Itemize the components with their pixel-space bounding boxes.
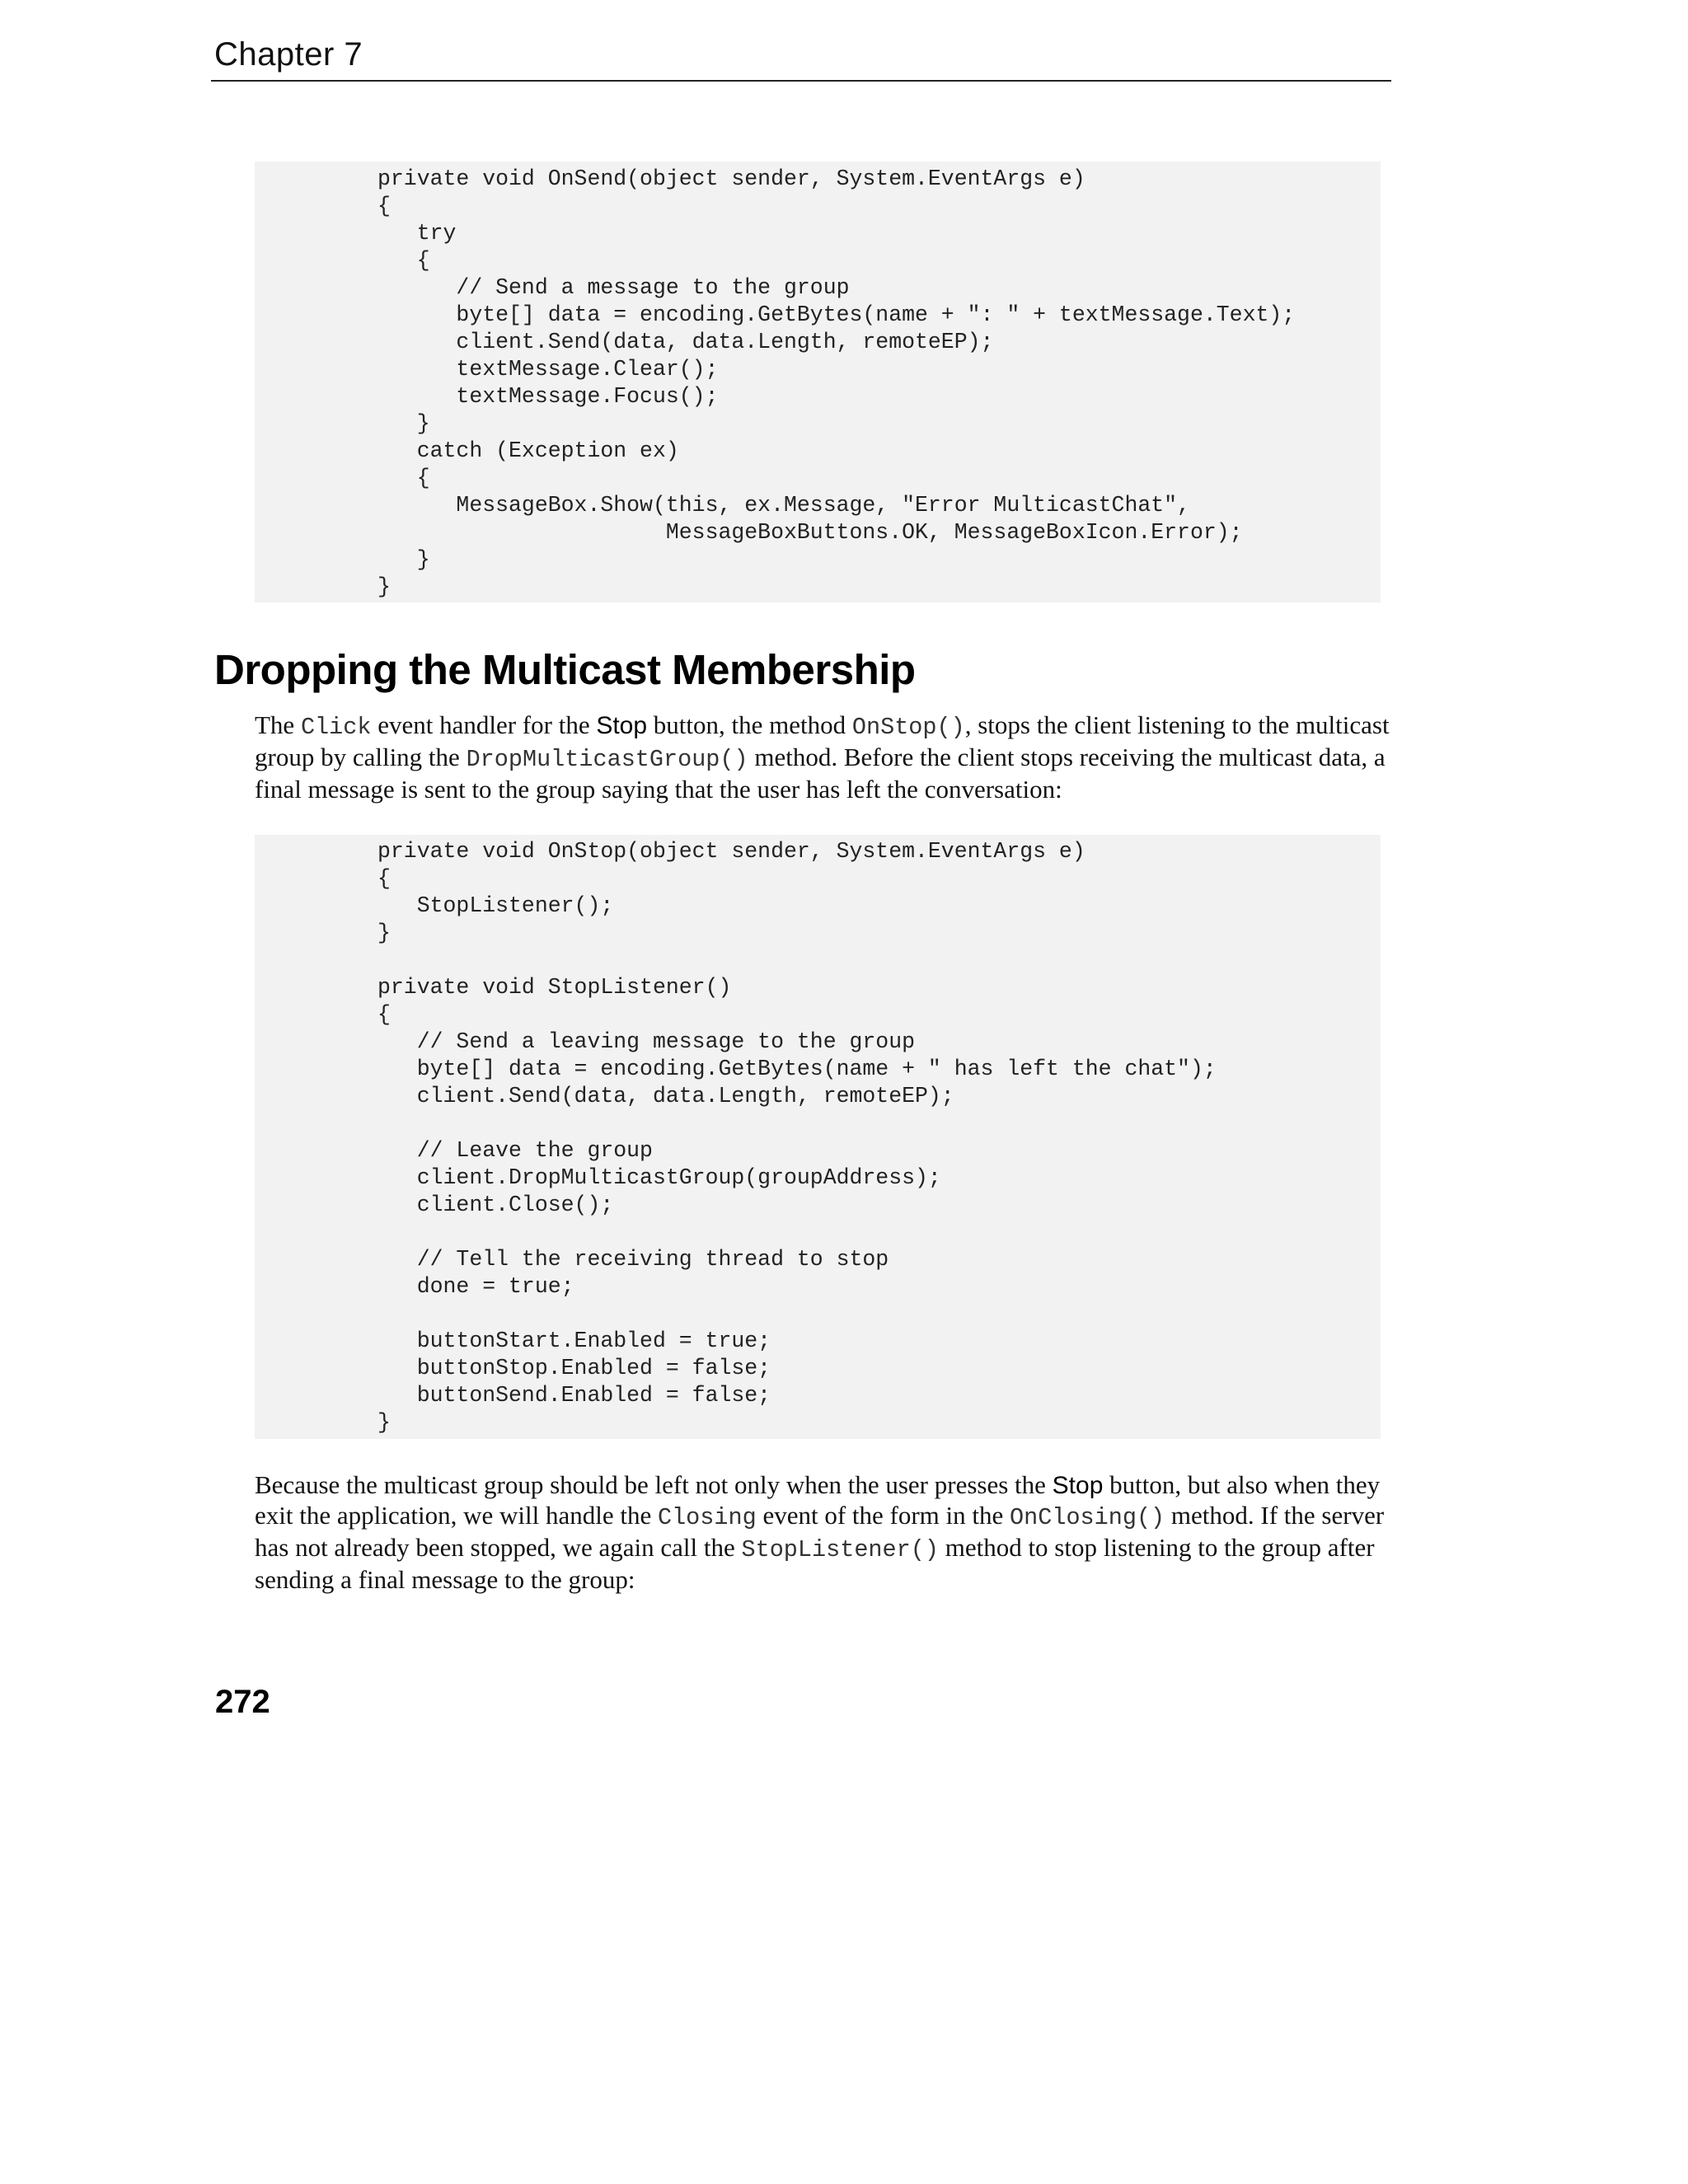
inline-code: OnStop() (851, 714, 965, 741)
inline-code: StopListener() (741, 1536, 939, 1563)
ui-term: Stop (596, 712, 648, 739)
body-paragraph (255, 710, 1404, 804)
body-paragraph (255, 1470, 1404, 1595)
text-run: Because the multicast group should be left not only when the user presses the (255, 1470, 1053, 1499)
text-run: event handler for the (371, 710, 597, 739)
inline-code: Closing (657, 1504, 757, 1531)
running-head: Chapter 7 (214, 36, 363, 73)
code-listing: private void OnSend(object sender, System.EventArgs e) { try { // Send a message to the group byte[] data = encoding.GetBytes(name + ": " + textMessage.Text); client.Send(data, data.Length, remoteEP); textMessage.Clear(); textMessage.Focus(); } catch (Exception ex) { MessageBox.Show(this, ex.Message, "Error MulticastChat", MessageBoxButtons.OK, MessageBoxIcon.Error); } } (377, 166, 1296, 599)
text-run: method. Before the client stops receiving the multicast data, a final message is sent to the group saying that the user has left the conversation: (255, 743, 1386, 804)
inline-code: DropMulticastGroup() (466, 746, 748, 773)
text-run: event of the form in the (756, 1501, 1010, 1530)
header-rule (211, 80, 1391, 82)
code-block-onsend (255, 162, 1381, 602)
ui-term: Stop (1052, 1472, 1104, 1499)
text-run: The (255, 710, 301, 739)
text-run: method to stop listening to the group after sending a final message to the group: (255, 1533, 1375, 1594)
text-run: , stops the client listening to the multicast group by calling the (255, 710, 1390, 771)
text-run: button, but also when they exit the application, we will handle the (255, 1470, 1381, 1530)
code-listing: private void OnStop(object sender, System.EventArgs e) { StopListener(); } private void StopListener() { // Send a leaving message to the group byte[] data = encoding.GetBytes(name + " has left the chat"); client.Send(data, data.Length, remoteEP); // Leave the group client.DropMulticastGroup(groupAddress); client.Close(); // Tell the receiving thread to stop done = true; buttonStart.Enabled = true; buttonStop.Enabled = false; buttonSend.Enabled = false; } (377, 839, 1217, 1435)
code-block-onstop (255, 835, 1381, 1439)
inline-code: OnClosing() (1010, 1504, 1165, 1531)
page-number: 272 (215, 1684, 270, 1720)
text-run: button, the method (647, 710, 852, 739)
inline-code: Click (300, 714, 372, 741)
section-heading: Dropping the Multicast Membership (214, 646, 916, 693)
text-run: method. If the server has not already been stopped, we again call the (255, 1501, 1385, 1562)
